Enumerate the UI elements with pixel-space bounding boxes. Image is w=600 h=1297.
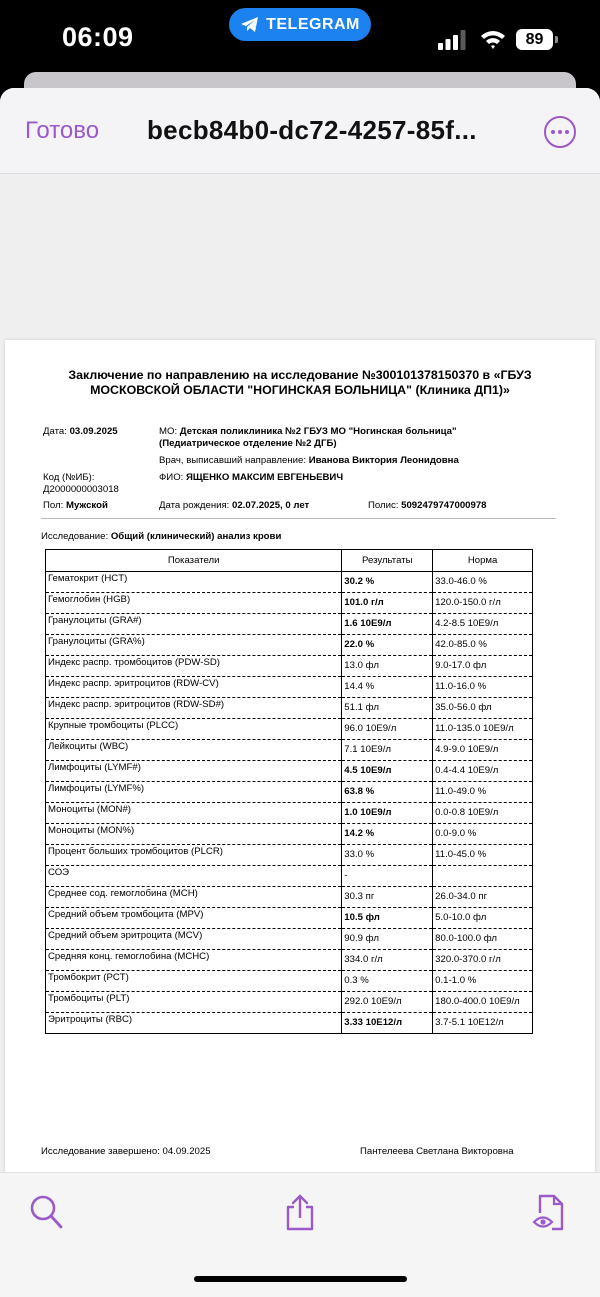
- status-bar: [0, 0, 600, 75]
- indicator-name: Гранулоциты (GRA#): [46, 614, 342, 635]
- report-heading: Заключение по направлению на исследование №300101378150370 в «ГБУЗ МОСКОВСКОЙ ОБЛАСТИ "НОГИНСКАЯ БОЛЬНИЦА" (Клиника ДП1)»: [68, 368, 532, 397]
- table-row: [46, 740, 533, 761]
- share-icon[interactable]: [282, 1193, 318, 1231]
- lab-report-page: [5, 340, 595, 1176]
- code-value: Д2000000003018: [43, 484, 119, 495]
- norm-value: 0.1-1.0 %: [433, 971, 533, 992]
- status-time: 06:09: [62, 22, 134, 52]
- sex-line: [43, 500, 108, 512]
- indicator-name: Гранулоциты (GRA%): [46, 635, 342, 656]
- norm-value: 11.0-135.0 10E9/л: [433, 719, 533, 740]
- cellular-signal-icon: [438, 30, 466, 50]
- norm-value: [433, 866, 533, 887]
- result-value: 292.0 10E9/л: [342, 992, 433, 1013]
- result-value: 30.3 пг: [342, 887, 433, 908]
- table-row: [46, 803, 533, 824]
- battery-level: 89: [516, 29, 553, 50]
- result-value: 96.0 10E9/л: [342, 719, 433, 740]
- result-value: 90.9 фл: [342, 929, 433, 950]
- birth-value: 02.07.2025, 0 лет: [232, 500, 310, 511]
- indicator-name: Эритроциты (RBC): [46, 1013, 342, 1034]
- completion-note: Исследование завершено: 04.09.2025: [41, 1146, 211, 1157]
- more-dot: [565, 130, 569, 134]
- result-value: 13.0 фл: [342, 656, 433, 677]
- battery-nub: [555, 36, 558, 43]
- study-line: [41, 531, 281, 543]
- result-value: 101.0 г/л: [342, 593, 433, 614]
- indicator-name: Средний объем эритроцита (MCV): [46, 929, 342, 950]
- fio-value: ЯЩЕНКО МАКСИМ ЕВГЕНЬЕВИЧ: [186, 472, 344, 483]
- result-value: -: [342, 866, 433, 887]
- more-dots-icon: [551, 130, 555, 134]
- policy-line: [368, 500, 487, 512]
- norm-value: 42.0-85.0 %: [433, 635, 533, 656]
- norm-value: 180.0-400.0 10E9/л: [433, 992, 533, 1013]
- result-value: 14.4 %: [342, 677, 433, 698]
- sex-label: Пол:: [43, 500, 64, 511]
- indicator-name: СОЭ: [46, 866, 342, 887]
- indicator-name: Тромбокрит (PCT): [46, 971, 342, 992]
- table-row: [46, 887, 533, 908]
- result-value: 10.5 фл: [342, 908, 433, 929]
- indicator-name: Лейкоциты (WBC): [46, 740, 342, 761]
- indicator-name: Средний объем тромбоцита (MPV): [46, 908, 342, 929]
- table-row: [46, 782, 533, 803]
- table-row: [46, 635, 533, 656]
- norm-value: 0.4-4.4 10E9/л: [433, 761, 533, 782]
- result-value: 334.0 г/л: [342, 950, 433, 971]
- policy-label: Полис:: [368, 500, 399, 511]
- document-content-area[interactable]: [0, 174, 600, 1172]
- indicator-name: Средняя конц. гемоглобина (MCHC): [46, 950, 342, 971]
- doctor-value: Иванова Виктория Леонидовна: [308, 455, 459, 466]
- table-row: [46, 572, 533, 593]
- result-value: 14.2 %: [342, 824, 433, 845]
- indicator-name: Моноциты (MON#): [46, 803, 342, 824]
- result-value: 7.1 10E9/л: [342, 740, 433, 761]
- telegram-icon: [240, 16, 260, 34]
- header-norm: Норма: [433, 550, 533, 572]
- norm-value: 4.2-8.5 10E9/л: [433, 614, 533, 635]
- table-row: [46, 1013, 533, 1034]
- study-label: Исследование:: [41, 531, 109, 542]
- table-row: [46, 866, 533, 887]
- table-row: [46, 992, 533, 1013]
- mo-line-2: [159, 438, 337, 450]
- document-preview-icon[interactable]: [532, 1193, 568, 1231]
- table-row: [46, 593, 533, 614]
- policy-value: 5092479747000978: [401, 500, 487, 511]
- table-row: [46, 950, 533, 971]
- result-value: 0.3 %: [342, 971, 433, 992]
- doctor-label: Врач, выписавший направление:: [159, 455, 307, 466]
- norm-value: 0.0-0.8 10E9/л: [433, 803, 533, 824]
- results-table: [45, 549, 533, 1034]
- indicator-name: Среднее сод. гемоглобина (MCH): [46, 887, 342, 908]
- more-dot: [558, 130, 562, 134]
- indicator-name: Индекс распр. эритроцитов (RDW-SD#): [46, 698, 342, 719]
- fio-line: [159, 472, 343, 484]
- indicator-name: Крупные тромбоциты (PLCC): [46, 719, 342, 740]
- table-row: [46, 908, 533, 929]
- more-options-button[interactable]: [544, 116, 576, 148]
- date-label: Дата:: [43, 426, 67, 437]
- norm-value: 26.0-34.0 пг: [433, 887, 533, 908]
- doctor-line: [159, 455, 459, 467]
- table-row: [46, 929, 533, 950]
- indicator-name: Моноциты (MON%): [46, 824, 342, 845]
- sex-value: Мужской: [65, 500, 108, 511]
- signer-name: Пантелеева Светлана Викторовна: [360, 1146, 514, 1157]
- fio-label: ФИО:: [159, 472, 184, 483]
- indicator-name: Лимфоциты (LYMF%): [46, 782, 342, 803]
- header-results: Результаты: [342, 550, 433, 572]
- table-row: [46, 698, 533, 719]
- document-title: becb84b0-dc72-4257-85f...: [147, 115, 477, 145]
- study-value: Общий (клинический) анализ крови: [110, 531, 282, 542]
- norm-value: 3.7-5.1 10E12/л: [433, 1013, 533, 1034]
- norm-value: 11.0-49.0 %: [433, 782, 533, 803]
- navigation-bar: [0, 88, 600, 174]
- table-header-row: [46, 550, 533, 572]
- document-viewer-sheet: [0, 88, 600, 1297]
- table-row: [46, 614, 533, 635]
- mo-line: [159, 426, 457, 438]
- indicator-name: Индекс распр. тромбоцитов (PDW-SD): [46, 656, 342, 677]
- table-row: [46, 677, 533, 698]
- birth-line: [159, 500, 309, 512]
- mo-value-2: (Педиатрическое отделение №2 ДГБ): [159, 438, 337, 449]
- table-row: [46, 761, 533, 782]
- date-line: [43, 426, 118, 438]
- done-button[interactable]: Готово: [25, 117, 100, 144]
- indicator-name: Лимфоциты (LYMF#): [46, 761, 342, 782]
- result-value: 3.33 10E12/л: [342, 1013, 433, 1034]
- mo-label: МО:: [159, 426, 178, 437]
- home-indicator[interactable]: [194, 1276, 407, 1282]
- wifi-icon: [480, 28, 506, 50]
- norm-value: 4.9-9.0 10E9/л: [433, 740, 533, 761]
- norm-value: 5.0-10.0 фл: [433, 908, 533, 929]
- norm-value: 9.0-17.0 фл: [433, 656, 533, 677]
- battery-indicator: [516, 29, 558, 50]
- header-indicators: Показатели: [46, 550, 342, 572]
- table-row: [46, 824, 533, 845]
- result-value: 33.0 %: [342, 845, 433, 866]
- table-row: [46, 971, 533, 992]
- norm-value: 320.0-370.0 г/л: [433, 950, 533, 971]
- result-value: 1.0 10E9/л: [342, 803, 433, 824]
- separator-line: [41, 518, 556, 519]
- table-row: [46, 845, 533, 866]
- norm-value: 80.0-100.0 фл: [433, 929, 533, 950]
- norm-value: 35.0-56.0 фл: [433, 698, 533, 719]
- result-value: 4.5 10E9/л: [342, 761, 433, 782]
- result-value: 30.2 %: [342, 572, 433, 593]
- table-row: [46, 656, 533, 677]
- result-value: 1.6 10E9/л: [342, 614, 433, 635]
- mo-value: Детская поликлиника №2 ГБУЗ МО "Ногинская больница": [179, 426, 457, 437]
- norm-value: 0.0-9.0 %: [433, 824, 533, 845]
- return-to-telegram-pill[interactable]: [229, 8, 371, 41]
- indicator-name: Процент больших тромбоцитов (PLCR): [46, 845, 342, 866]
- indicator-name: Гемоглобин (HGB): [46, 593, 342, 614]
- result-value: 22.0 %: [342, 635, 433, 656]
- indicator-name: Гематокрит (HCT): [46, 572, 342, 593]
- result-value: 51.1 фл: [342, 698, 433, 719]
- code-label: Код (№ИБ):: [43, 472, 95, 483]
- search-icon[interactable]: [28, 1193, 64, 1231]
- norm-value: 33.0-46.0 %: [433, 572, 533, 593]
- date-value: 03.09.2025: [69, 426, 118, 437]
- norm-value: 11.0-45.0 %: [433, 845, 533, 866]
- norm-value: 120.0-150.0 г/л: [433, 593, 533, 614]
- indicator-name: Индекс распр. эритроцитов (RDW-CV): [46, 677, 342, 698]
- telegram-label: TELEGRAM: [266, 15, 360, 33]
- table-row: [46, 719, 533, 740]
- result-value: 63.8 %: [342, 782, 433, 803]
- birth-label: Дата рождения:: [159, 500, 230, 511]
- indicator-name: Тромбоциты (PLT): [46, 992, 342, 1013]
- norm-value: 11.0-16.0 %: [433, 677, 533, 698]
